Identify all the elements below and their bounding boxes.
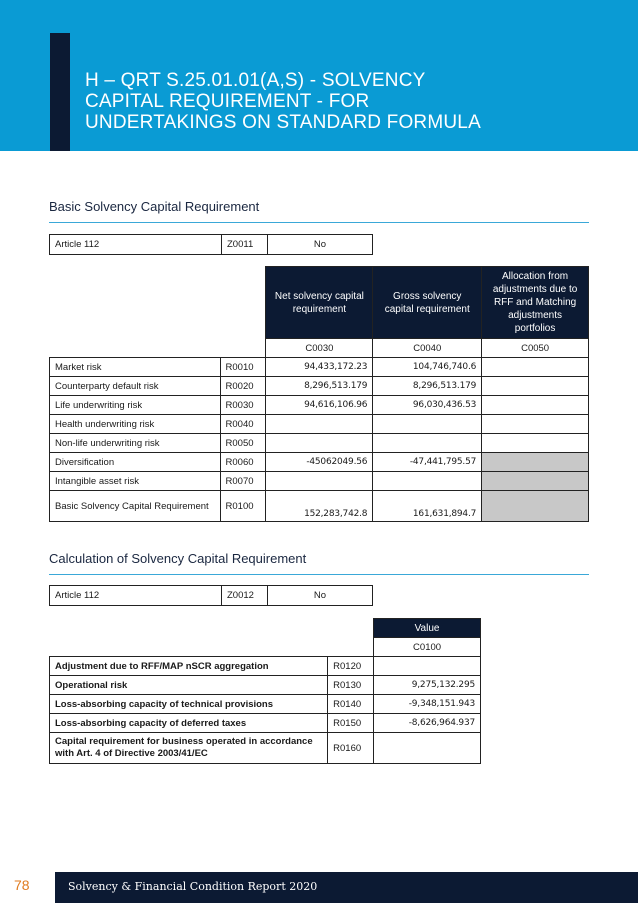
article-value: No: [268, 235, 373, 255]
cell-net: 94,616,106.96: [266, 396, 373, 415]
table-row: [50, 491, 589, 522]
table-row: [50, 676, 481, 695]
cell-gross: 96,030,436.53: [373, 396, 482, 415]
table-row: [50, 396, 589, 415]
row-label: Life underwriting risk: [50, 396, 221, 415]
row-code: R0040: [220, 415, 266, 434]
row-code: R0160: [328, 733, 374, 764]
table-row: [50, 472, 589, 491]
page-number: 78: [14, 877, 30, 893]
cell-alloc: [482, 415, 589, 434]
footer-report-title: Solvency & Financial Condition Report 2020: [68, 880, 318, 893]
page-title: [85, 70, 605, 133]
col-header-value: Value: [374, 619, 481, 638]
table-row: [50, 695, 481, 714]
table-row: [50, 358, 589, 377]
article-label: Article 112: [50, 586, 222, 606]
row-code: R0010: [220, 358, 266, 377]
cell-net: 8,296,513.179: [266, 377, 373, 396]
row-code: R0150: [328, 714, 374, 733]
table-row: [50, 434, 589, 453]
row-code: R0140: [328, 695, 374, 714]
cell-gross: 161,631,894.7: [373, 491, 482, 522]
row-code: R0120: [328, 657, 374, 676]
scr-calculation-table: [49, 618, 481, 764]
cell-net: 94,433,172.23: [266, 358, 373, 377]
row-label: Non-life underwriting risk: [50, 434, 221, 453]
cell-alloc: [482, 377, 589, 396]
article-value: No: [268, 586, 373, 606]
col-code: C0050: [482, 339, 589, 358]
row-code: R0020: [220, 377, 266, 396]
row-label: Market risk: [50, 358, 221, 377]
cell-value: 9,275,132.295: [374, 676, 481, 695]
row-label: Basic Solvency Capital Requirement: [50, 491, 221, 522]
cell-value: [374, 733, 481, 764]
cell-gross: 104,746,740.6: [373, 358, 482, 377]
col-code: C0040: [373, 339, 482, 358]
row-label: Operational risk: [50, 676, 328, 695]
cell-net: 152,283,742.8: [266, 491, 373, 522]
title-line: CAPITAL REQUIREMENT - FOR: [85, 91, 370, 112]
article-code: Z0011: [222, 235, 268, 255]
row-label: Intangible asset risk: [50, 472, 221, 491]
cell-alloc: [482, 434, 589, 453]
row-code: R0050: [220, 434, 266, 453]
cell-net: [266, 472, 373, 491]
table-row: [50, 453, 589, 472]
row-label: Loss-absorbing capacity of technical provisions: [50, 695, 328, 714]
row-code: R0130: [328, 676, 374, 695]
title-line: H – QRT S.25.01.01(A,S) - SOLVENCY: [85, 70, 426, 91]
col-header-gross: Gross solvency capital requirement: [373, 267, 482, 339]
table-row: [50, 377, 589, 396]
table-row: [50, 733, 481, 764]
row-code: R0030: [220, 396, 266, 415]
cell-alloc: [482, 491, 589, 522]
header-accent-bar: [50, 33, 70, 151]
row-label: Health underwriting risk: [50, 415, 221, 434]
cell-net: [266, 434, 373, 453]
row-code: R0070: [220, 472, 266, 491]
col-header-allocation: Allocation from adjustments due to RFF and Matching adjustments portfolios: [482, 267, 589, 339]
col-header-net: Net solvency capital requirement: [266, 267, 373, 339]
col-code: C0030: [266, 339, 373, 358]
section-title-scr-calculation: Calculation of Solvency Capital Requirement: [49, 551, 307, 566]
row-label: Adjustment due to RFF/MAP nSCR aggregation: [50, 657, 328, 676]
cell-value: -8,626,964.937: [374, 714, 481, 733]
table-row: [50, 714, 481, 733]
cell-alloc: [482, 453, 589, 472]
row-label: Diversification: [50, 453, 221, 472]
section-divider: [49, 222, 589, 223]
cell-gross: [373, 472, 482, 491]
row-label: Loss-absorbing capacity of deferred taxes: [50, 714, 328, 733]
section-divider: [49, 574, 589, 575]
table-row: [50, 415, 589, 434]
cell-gross: [373, 434, 482, 453]
row-code: R0100: [220, 491, 266, 522]
article-code: Z0012: [222, 586, 268, 606]
cell-value: [374, 657, 481, 676]
article-112-table: [49, 234, 373, 255]
cell-gross: [373, 415, 482, 434]
cell-gross: 8,296,513.179: [373, 377, 482, 396]
article-112-table-2: [49, 585, 373, 606]
col-code: C0100: [374, 638, 481, 657]
table-row: [50, 657, 481, 676]
cell-alloc: [482, 472, 589, 491]
cell-alloc: [482, 396, 589, 415]
row-code: R0060: [220, 453, 266, 472]
cell-value: -9,348,151.943: [374, 695, 481, 714]
cell-net: [266, 415, 373, 434]
row-label: Capital requirement for business operated in accordance with Art. 4 of Directive 2003/41/EC: [50, 733, 328, 764]
basic-scr-table: [49, 266, 589, 522]
cell-net: -45062049.56: [266, 453, 373, 472]
section-title-basic-scr: Basic Solvency Capital Requirement: [49, 199, 260, 214]
cell-gross: -47,441,795.57: [373, 453, 482, 472]
title-line: UNDERTAKINGS ON STANDARD FORMULA: [85, 112, 481, 133]
row-label: Counterparty default risk: [50, 377, 221, 396]
article-label: Article 112: [50, 235, 222, 255]
cell-alloc: [482, 358, 589, 377]
